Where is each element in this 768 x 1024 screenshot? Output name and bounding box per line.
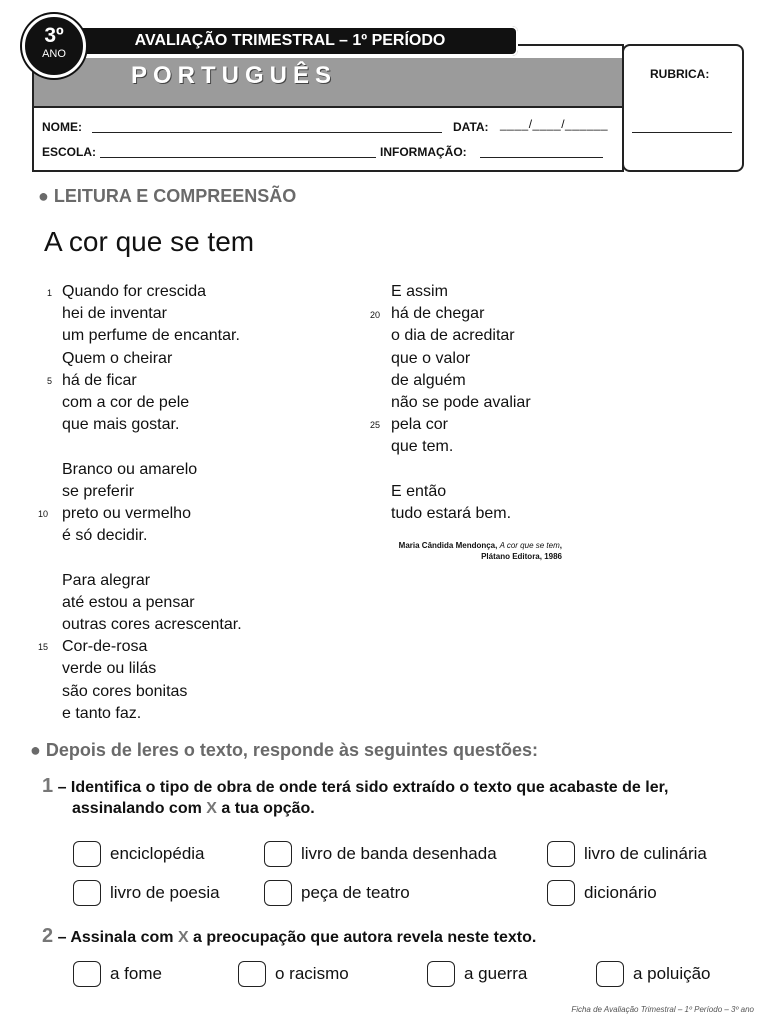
- checkbox-teatro[interactable]: [264, 880, 292, 906]
- verse-line: verde ou lilás: [62, 660, 157, 678]
- question-1-number: 1: [42, 775, 54, 797]
- checkbox-enciclopedia[interactable]: [73, 841, 101, 867]
- option-fome: a fome: [110, 964, 162, 983]
- verse-line: um perfume de encantar.: [62, 327, 240, 345]
- stanza-3: [62, 570, 242, 725]
- year-label: ANO: [42, 48, 66, 60]
- verse-line: com a cor de pele: [62, 394, 190, 412]
- assessment-title: AVALIAÇÃO TRIMESTRAL – 1º PERÍODO: [62, 26, 518, 56]
- question-2-number: 2: [42, 925, 54, 947]
- question-1: [42, 775, 668, 798]
- stanza-5: [391, 481, 531, 525]
- poem-title: A cor que se tem: [44, 226, 255, 257]
- credit-work: A cor que se tem: [499, 541, 560, 550]
- checkbox-fome[interactable]: [73, 961, 101, 987]
- question-1-line-2: [72, 800, 315, 818]
- option-banda-desenhada: livro de banda desenhada: [301, 844, 497, 863]
- year-number: 3º: [44, 24, 64, 47]
- verse-line: há de ficar: [62, 371, 137, 389]
- verse-line: outras cores acrescentar.: [62, 616, 242, 634]
- line-number: 15: [38, 642, 49, 652]
- nome-label: NOME:: [42, 120, 82, 134]
- x-mark: X: [206, 800, 217, 817]
- verse-line: são cores bonitas: [62, 682, 188, 700]
- data-label: DATA:: [453, 120, 489, 134]
- informacao-label: INFORMAÇÃO:: [380, 145, 467, 159]
- line-number: 20: [370, 310, 381, 320]
- rubrica-label: RUBRICA:: [650, 67, 710, 81]
- option-culinaria: livro de culinária: [584, 844, 707, 863]
- verse-line: preto ou vermelho: [62, 505, 191, 523]
- checkbox-racismo[interactable]: [238, 961, 266, 987]
- verse-line: até estou a pensar: [62, 593, 195, 611]
- stanza-2: [62, 459, 242, 548]
- checkbox-dicionario[interactable]: [547, 880, 575, 906]
- poem-right-column: [391, 281, 531, 525]
- verse-line: E então: [391, 482, 447, 500]
- checkbox-poesia[interactable]: [73, 880, 101, 906]
- verse-line: hei de inventar: [62, 305, 167, 323]
- verse-line: de alguém: [391, 371, 466, 389]
- verse-line: E assim: [391, 283, 448, 300]
- poem-left-column: [62, 281, 242, 725]
- checkbox-banda-desenhada[interactable]: [264, 841, 292, 867]
- poem-credit: [302, 540, 562, 562]
- verse-line: que mais gostar.: [62, 416, 180, 434]
- question-1-text-a: Identifica o tipo de obra de onde terá sido extraído o texto que acabaste de ler,: [70, 779, 669, 796]
- questions-section-title: ● Depois de leres o texto, responde às seguintes questões:: [30, 740, 539, 760]
- question-1-text-b1: assinalando com: [72, 800, 207, 817]
- verse-line: que tem.: [391, 438, 454, 456]
- question-2: [42, 925, 536, 948]
- verse-line: Branco ou amarelo: [62, 460, 198, 478]
- escola-label: ESCOLA:: [42, 145, 96, 159]
- verse-line: é só decidir.: [62, 527, 148, 545]
- option-teatro: peça de teatro: [301, 883, 410, 902]
- verse-line: Quem o cheirar: [62, 349, 173, 367]
- reading-section-title: ● LEITURA E COMPREENSÃO: [38, 186, 297, 206]
- credit-comma: ,: [559, 541, 562, 550]
- verse-line: não se pode avaliar: [391, 394, 531, 412]
- question-1-text-b2: a tua opção.: [216, 800, 315, 817]
- question-2-text-1: Assinala com: [70, 929, 178, 946]
- option-racismo: o racismo: [275, 964, 349, 983]
- rubrica-field[interactable]: [632, 132, 732, 133]
- verse-line: tudo estará bem.: [391, 505, 512, 523]
- credit-author: Maria Cândida Mendonça,: [398, 541, 500, 550]
- line-number: 25: [370, 420, 381, 430]
- question-2-dash: –: [53, 929, 71, 946]
- line-number: 1: [47, 288, 53, 298]
- option-poesia: livro de poesia: [110, 883, 220, 902]
- year-badge: [22, 14, 86, 78]
- verse-line: que o valor: [391, 349, 471, 367]
- stanza-4: [391, 281, 531, 459]
- page-footer: Ficha de Avaliação Trimestral – 1º Período – 3º ano: [571, 1005, 754, 1014]
- verse-line: Para alegrar: [62, 571, 151, 589]
- verse-line: o dia de acreditar: [391, 327, 515, 345]
- question-2-text-2: a preocupação que autora revela neste texto.: [188, 929, 537, 946]
- option-poluicao: a poluição: [633, 964, 711, 983]
- verse-line: se preferir: [62, 482, 135, 500]
- subject-title: PORTUGUÊS: [130, 62, 337, 89]
- rubrica-box: [622, 44, 744, 172]
- verse-line: há de chegar: [391, 305, 485, 323]
- option-dicionario: dicionário: [584, 883, 657, 902]
- verse-line: Cor-de-rosa: [62, 638, 148, 656]
- question-1-dash: –: [53, 779, 71, 796]
- line-number: 10: [38, 509, 49, 519]
- x-mark: X: [177, 929, 189, 946]
- credit-publisher: Plátano Editora, 1986: [481, 552, 562, 561]
- stanza-1: [62, 281, 242, 436]
- data-field[interactable]: ____/____/______: [500, 117, 609, 131]
- escola-field[interactable]: [100, 157, 376, 158]
- verse-line: pela cor: [391, 416, 448, 434]
- option-guerra: a guerra: [464, 964, 528, 983]
- checkbox-poluicao[interactable]: [596, 961, 624, 987]
- checkbox-guerra[interactable]: [427, 961, 455, 987]
- option-enciclopedia: enciclopédia: [110, 844, 205, 863]
- line-number: 5: [47, 376, 53, 386]
- checkbox-culinaria[interactable]: [547, 841, 575, 867]
- verse-line: e tanto faz.: [62, 704, 142, 722]
- nome-field[interactable]: [92, 132, 442, 133]
- verse-line: Quando for crescida: [62, 283, 207, 300]
- informacao-field[interactable]: [480, 157, 603, 158]
